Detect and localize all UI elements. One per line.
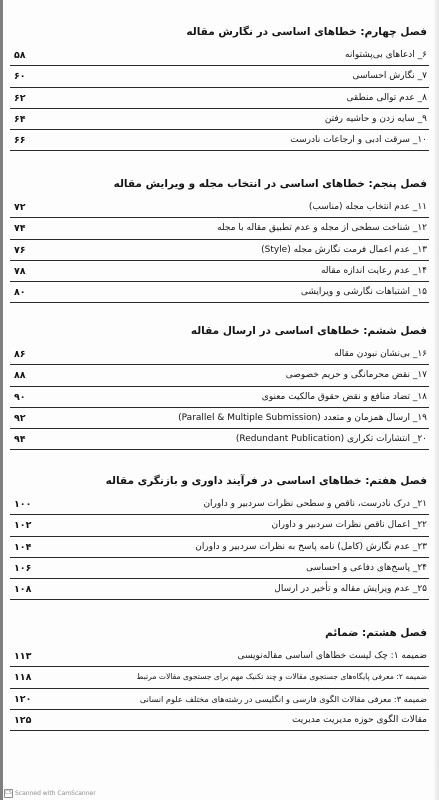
chapter-4 — [10, 26, 429, 154]
toc-entry-text: ۹_ سایه زدن و حاشیه رفتن — [324, 113, 427, 124]
toc-row — [10, 649, 429, 670]
toc-page-number: ۹۰ — [14, 391, 26, 403]
toc-entry-text: ۱۰_ سرقت ادبی و ارجاعات نادرست — [290, 135, 427, 146]
page-edge-shadow — [433, 0, 439, 800]
toc-entry-text: ۱۵_ اشتباهات نگارشی و ویرایشی — [300, 287, 427, 298]
leader-line — [10, 150, 429, 151]
toc-page-number: ۱۰۰ — [14, 499, 32, 510]
chapter-title: فصل هشتم: ضمائم — [325, 627, 427, 639]
toc-row — [10, 713, 429, 734]
leader-line — [10, 87, 429, 88]
leader-line — [10, 65, 429, 66]
toc-page-number: ۶۰ — [14, 71, 26, 83]
leader-line — [10, 428, 429, 429]
toc-row — [10, 69, 429, 90]
toc-page-number: ۸۸ — [14, 370, 26, 382]
toc-entry-text: ۲۵_ عدم ویرایش مقاله و تأخیر در ارسال — [274, 584, 427, 595]
leader-line — [10, 449, 429, 450]
chapter-5 — [10, 178, 429, 306]
toc-row — [10, 133, 429, 154]
toc-row — [10, 582, 429, 603]
toc-page-number: ۶۲ — [14, 92, 26, 104]
toc-page-number: ۶۴ — [14, 113, 26, 125]
camscanner-logo-icon: CS — [5, 790, 12, 796]
toc-entry-text: ۱۴_ عدم رعایت اندازه مقاله — [320, 265, 427, 276]
toc-row — [10, 243, 429, 264]
chapter-title: فصل چهارم: خطاهای اساسی در نگارش مقاله — [186, 26, 427, 38]
leader-line — [10, 108, 429, 109]
toc-row — [10, 112, 429, 133]
toc-row — [10, 390, 429, 411]
toc-entry-text: ۱۱_ عدم انتخاب مجله (مناسب) — [308, 202, 427, 212]
leader-line — [10, 364, 429, 365]
leader-line — [10, 260, 429, 261]
leader-line — [10, 129, 429, 130]
toc-row — [10, 48, 429, 69]
chapter-6 — [10, 325, 429, 453]
toc-entry-text: ۲۰_ انتشارات تکراری (Redundant Publication) — [235, 434, 427, 445]
toc-entry-text: ضمیمه ۳: معرفی مقالات الگوی فارسی و انگلیسی در رشته‌های مختلف علوم انسانی — [139, 693, 427, 704]
toc-row — [10, 540, 429, 561]
toc-page-number: ۱۰۲ — [14, 520, 32, 532]
toc-row — [10, 264, 429, 285]
toc-row — [10, 368, 429, 389]
toc-page-number: ۷۲ — [14, 202, 26, 213]
toc-entry-text: ۸_ عدم توالی منطقی — [346, 92, 427, 103]
toc-page-number: ۱۲۵ — [14, 714, 32, 726]
toc-row — [10, 91, 429, 112]
toc-entry-text: ۲۴_ پاسخ‌های دفاعی و احساسی — [306, 562, 427, 573]
toc-page-number: ۱۲۰ — [14, 693, 32, 705]
chapter-title: فصل هفتم: خطاهای اساسی در فرآیند داوری و بازنگری مقاله — [105, 475, 427, 487]
toc-row — [10, 285, 429, 306]
toc-page-number: ۱۱۸ — [14, 672, 32, 684]
toc-page-number: ۹۲ — [14, 412, 26, 424]
toc-page-number: ۹۴ — [14, 434, 26, 446]
toc-entry-text: مقالات الگوی حوزه مدیریت مدیریت — [291, 714, 427, 725]
watermark-text: Scanned with CamScanner — [15, 790, 96, 797]
leader-line — [10, 386, 429, 387]
toc-page-number: ۷۶ — [14, 244, 26, 256]
chapter-8 — [10, 627, 429, 734]
toc-entry-text: ۶_ ادعاهای بی‌پشتوانه — [345, 50, 427, 60]
leader-line — [10, 578, 429, 579]
toc-page-number: ۸۶ — [14, 349, 26, 360]
leader-line — [10, 536, 429, 537]
toc-row — [10, 411, 429, 432]
leader-line — [10, 709, 429, 710]
leader-line — [10, 239, 429, 240]
leader-line — [10, 557, 429, 558]
leader-line — [10, 730, 429, 731]
toc-row — [10, 200, 429, 221]
toc-entry-text: ۲۳_ عدم نگارش (کامل) نامه پاسخ به نظرات سردبیر و داوران — [195, 541, 427, 552]
toc-row — [10, 497, 429, 518]
toc-page-number: ۱۰۶ — [14, 562, 32, 574]
toc-entry-text: ۱۲_ شناخت سطحی از مجله و عدم تطبیق مقاله با مجله — [217, 223, 427, 234]
toc-row — [10, 561, 429, 582]
chapter-title: فصل ششم: خطاهای اساسی در ارسال مقاله — [190, 325, 427, 337]
leader-line — [10, 302, 429, 303]
toc-row — [10, 347, 429, 368]
toc-row — [10, 432, 429, 453]
toc-page-number: ۱۰۴ — [14, 541, 32, 553]
chapter-title: فصل پنجم: خطاهای اساسی در انتخاب مجله و ویرایش مقاله — [113, 178, 427, 190]
page-left-border — [0, 0, 3, 800]
toc-entry-text: ۷_ نگارش احساسی — [352, 71, 427, 82]
toc-row — [10, 692, 429, 713]
toc-entry-text: ۱۳_ عدم اعمال فرمت نگارش مجله (Style) — [261, 244, 427, 255]
toc-page-number: ۷۴ — [14, 223, 26, 235]
toc-entry-text: ۱۹_ ارسال همزمان و متعدد (Parallel & Multiple Submission) — [178, 412, 427, 423]
leader-line — [10, 217, 429, 218]
toc-entry-text: ۲۲_ اعمال ناقص نظرات سردبیر و داوران — [271, 520, 427, 531]
toc-page-number: ۸۰ — [14, 287, 26, 299]
toc-page-number: ۱۱۳ — [14, 651, 32, 662]
toc-entry-text: ضمیمه ۲: معرفی پایگاه‌های جستجوی مقالات و چند تکنیک مهم برای جستجوی مقالات مرتبط — [136, 672, 427, 682]
toc-page-number: ۷۸ — [14, 265, 26, 277]
toc-row — [10, 670, 429, 691]
toc-page-number: ۶۶ — [14, 135, 26, 147]
toc-row — [10, 518, 429, 539]
toc-entry-text: ۱۶_ بی‌نشان نبودن مقاله — [334, 349, 427, 359]
toc-entry-text: ۲۱_ درک نادرست، ناقص و سطحی نظرات سردبیر و داوران — [203, 499, 427, 509]
toc-entry-text: ضمیمه ۱: چک لیست خطاهای اساسی مقاله‌نویسی — [237, 651, 427, 661]
leader-line — [10, 407, 429, 408]
leader-line — [10, 666, 429, 667]
leader-line — [10, 688, 429, 689]
toc-page-number: ۵۸ — [14, 50, 26, 61]
toc-row — [10, 221, 429, 242]
toc-page-number: ۱۰۸ — [14, 584, 32, 596]
chapter-7 — [10, 475, 429, 603]
leader-line — [10, 599, 429, 600]
leader-line — [10, 514, 429, 515]
toc-entry-text: ۱۷_ نقض محرمانگی و حریم خصوصی — [285, 370, 427, 381]
toc-entry-text: ۱۸_ تضاد منافع و نقض حقوق مالکیت معنوی — [261, 391, 427, 402]
scanner-watermark — [4, 789, 96, 798]
leader-line — [10, 281, 429, 282]
